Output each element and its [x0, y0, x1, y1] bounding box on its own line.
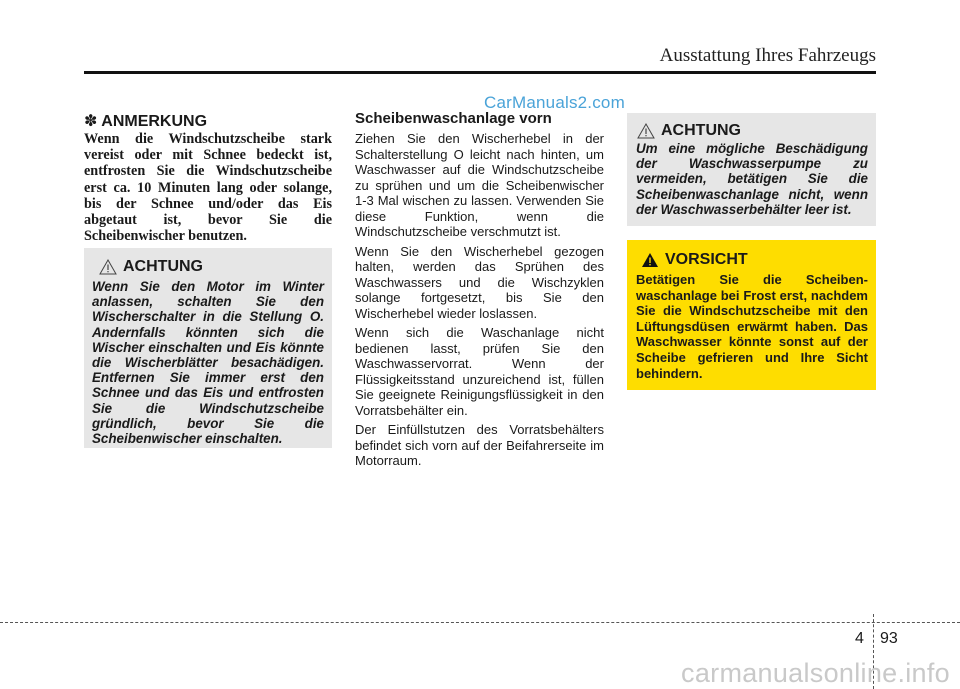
caution-box-left — [84, 248, 332, 448]
watermark-top: CarManuals2.com — [484, 93, 625, 112]
warning-text: Betätigen Sie die Scheiben-waschanlage bei Frost erst, nachdem Sie die Windschutzscheibe mit den Lüftungsdüsen erwärmt haben. Das Waschwasser könnte sonst auf der Scheibe gefrieren und Ihre Sicht behindern. — [636, 272, 868, 381]
warning-triangle-outline-icon — [99, 259, 117, 275]
caution-header — [637, 122, 741, 140]
paragraph: Der Einfüllstutzen des Vorratsbehälters befindet sich vorn auf der Beifahrerseite im Motorraum. — [355, 422, 604, 468]
watermark-bottom: carmanualsonline.info — [681, 658, 950, 688]
footer-rule — [0, 622, 960, 623]
header-rule — [84, 71, 876, 74]
caution-box-right — [627, 113, 876, 226]
page-number: 93 — [880, 630, 898, 647]
paragraph: Wenn Sie den Wischerhebel gezogen halten, werden das Sprühen des Waschwassers und die Wischzyklen solange fortgesetzt, bis Sie den Wischerhebel wieder loslassen. — [355, 243, 604, 321]
caution-label: ACHTUNG — [123, 258, 203, 275]
warning-box — [627, 240, 876, 390]
note-body: Wenn die Windschutzscheibe stark vereist oder mit Schnee bedeckt ist, entfrosten Sie die Windschutzscheibe erst ca. 10 Minuten lang oder solange, bis der Schnee und/oder das Eis abgetaut ist, bevor Sie die Scheibenwischer benutzen. — [84, 131, 332, 245]
section-title: Scheibenwaschanlage vorn — [355, 110, 552, 127]
note-heading: ✽ ANMERKUNG — [84, 113, 208, 130]
warning-label: VORSICHT — [665, 251, 748, 268]
caution-text: Um eine mögliche Beschädigung der Waschwasserpumpe zu vermeiden, betätigen Sie die Scheibenwaschanlage nicht, wenn der Waschwasserbehälter leer ist. — [636, 141, 868, 217]
warning-triangle-outline-icon — [637, 123, 655, 139]
caution-text: Wenn Sie den Motor im Winter anlassen, schalten Sie den Wischerschalter in die Stellung O. Andernfalls könnten sich die Wischer einschalten und Eis könnte die Wischerblätter besachädigen. Entfernen Sie immer erst den Schnee und das Eis und entfrosten Sie die Windschutzscheibe gründlich, bevor Sie die Scheibenwischer einschalten. — [92, 279, 324, 447]
paragraph: Ziehen Sie den Wischerhebel in der Schalterstellung O leicht nach hinten, um Waschwasser auf die Windschutzscheibe zu sprühen und um die Scheibenwischer 1-3 Mal wischen zu lassen. Verwenden Sie diese Funktion, wenn die Windschutzscheibe verschmutzt ist. — [355, 131, 604, 239]
paragraph: Wenn sich die Waschanlage nicht bedienen lasst, prüfen Sie den Waschwasservorrat. Wenn der Flüssigkeitsstand unzureichend ist, füllen Sie geeignete Reinigungsflüssigkeit in den Vorratsbehälter ein. — [355, 325, 604, 418]
header-title: Ausstattung Ihres Fahrzeugs — [659, 45, 876, 66]
warning-triangle-filled-icon — [641, 252, 659, 268]
caution-label: ACHTUNG — [661, 122, 741, 139]
washer-paragraphs — [355, 131, 604, 473]
chapter-number: 4 — [855, 630, 864, 647]
caution-header — [99, 258, 203, 276]
warning-header — [641, 251, 748, 269]
